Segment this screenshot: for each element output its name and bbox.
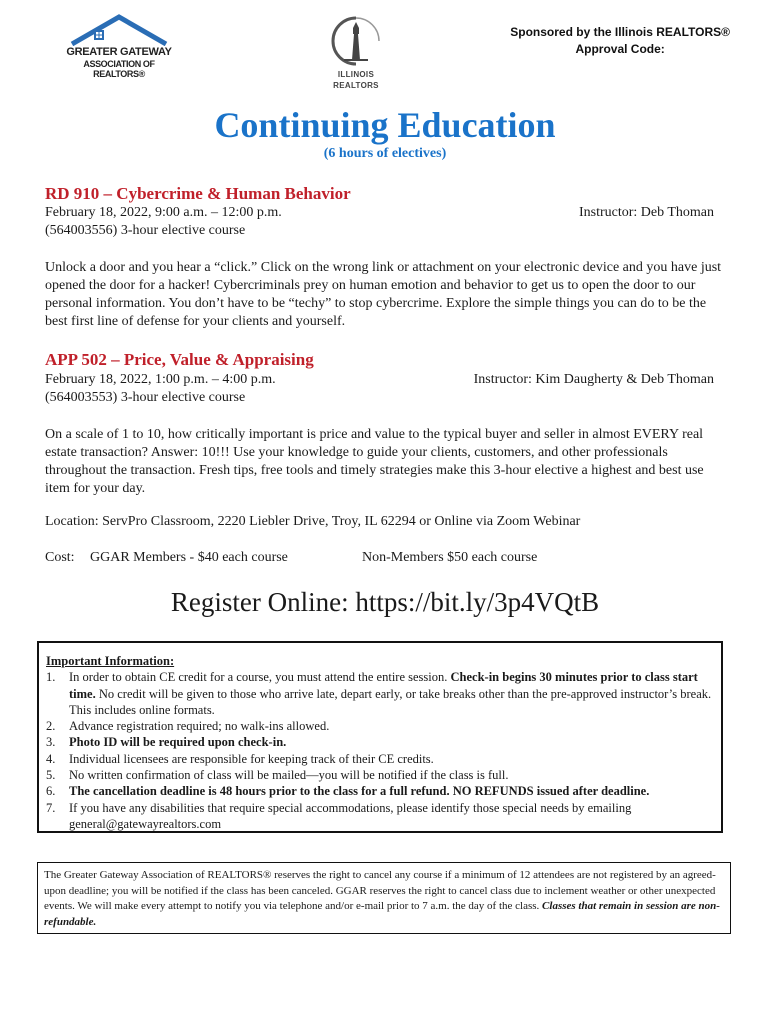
page-title: Continuing Education (214, 105, 556, 145)
course-date: February 18, 2022, 9:00 a.m. – 12:00 p.m. (45, 205, 282, 220)
disclaimer-text: The Greater Gateway Association of REALTORS® reserves the right to cancel any course if a minimum of 12 attendees are not registered by an agreed-upon deadline; you will be notified if the class has been canceled. GGAR reserves the right to cancel class due to inclement weather or other unexpected events. We will make every attempt to notify you via telephone and/or e-mail prior to 7 a.m. the day of the class. Classes that remain in session are non-refundable. (44, 869, 720, 928)
course-code: (564003553) 3-hour elective course (45, 390, 246, 405)
register-online-link[interactable]: Register Online: https://bit.ly/3p4VQtB (170, 587, 600, 617)
illinois-realtors-line2: REALTORS (333, 81, 379, 90)
cost-label: Cost: (45, 550, 75, 565)
course-date: February 18, 2022, 1:00 p.m. – 4:00 p.m. (45, 372, 276, 387)
cost-non-members: Non-Members $50 each course (362, 550, 538, 565)
ggar-logo-line2: ASSOCIATION OF REALTORS® (83, 59, 155, 79)
important-info-list (46, 669, 716, 832)
illinois-realtors-line1: ILLINOIS (337, 70, 375, 79)
sponsor-line: Sponsored by the Illinois REALTORS® (510, 25, 730, 39)
realtor-seal-icon (330, 14, 382, 68)
list-item: 6. The cancellation deadline is 48 hours prior to the class for a full refund. NO REFUNDS issued after deadline. (46, 784, 650, 799)
course-code: (564003556) 3-hour elective course (45, 223, 246, 238)
disclaimer-box (37, 862, 731, 934)
list-item: 2. Advance registration required; no walk-ins allowed. (46, 719, 330, 734)
house-roof-icon (66, 14, 172, 46)
course-title-app502: APP 502 – Price, Value & Appraising (45, 350, 314, 369)
important-info-box (37, 641, 723, 833)
list-item: 4. Individual licensees are responsible for keeping track of their CE credits. (46, 751, 434, 766)
list-item: 3. Photo ID will be required upon check-in. (46, 735, 287, 750)
ggar-logo-line1: GREATER GATEWAY (66, 46, 172, 58)
page-subtitle: (6 hours of electives) (323, 146, 447, 161)
course-title-rd910: RD 910 – Cybercrime & Human Behavior (45, 184, 351, 203)
list-item: 1. In order to obtain CE credit for a course, you must attend the entire session. Check-in begins 30 minutes prior to class start time. No credit will be given to those who arrive late, depart early, or take breaks other than the pre-approved instructor’s break. This includes online formats. (46, 670, 712, 717)
list-item: 7. If you have any disabilities that require special accommodations, please identify those special needs by emailing general@gatewayrealtors.com (46, 800, 632, 831)
important-info-heading: Important Information: (46, 654, 175, 668)
course-instructor: Instructor: Deb Thoman (578, 205, 714, 220)
illinois-realtors-logo (330, 14, 382, 96)
course-description: On a scale of 1 to 10, how critically important is price and value to the typical buyer and seller in almost EVERY real estate transaction? Answer: 10!!! Use your knowledge to guide your clients, customers, and other professionals throughout the transaction. Fresh tips, free tools and timely strategies make this 3-hour elective a highest and best use item for your day. (45, 427, 704, 496)
location: Location: ServPro Classroom, 2220 Liebler Drive, Troy, IL 62294 or Online via Zoom Webinar (45, 514, 581, 529)
approval-code: Approval Code: (575, 42, 665, 56)
sponsor-block (510, 24, 730, 58)
ggar-logo (66, 14, 172, 79)
non-refundable-note: Classes that remain in session are non-refundable. (44, 900, 720, 928)
cost-members: GGAR Members - $40 each course (90, 550, 288, 565)
course-description: Unlock a door and you hear a “click.” Click on the wrong link or attachment on your electronic device and you have just opened the door for a hacker! Cybercriminals prey on human emotion and behavior to get us to open the door to our personal information. You don’t have to be “techy” to stop cybercrime. Explore the simple things you can do to be the best first line of defense for your clients and yourself. (45, 260, 722, 329)
course-instructor: Instructor: Kim Daugherty & Deb Thoman (473, 372, 714, 387)
list-item: 5. No written confirmation of class will be mailed—you will be notified if the class is full. (46, 768, 509, 783)
